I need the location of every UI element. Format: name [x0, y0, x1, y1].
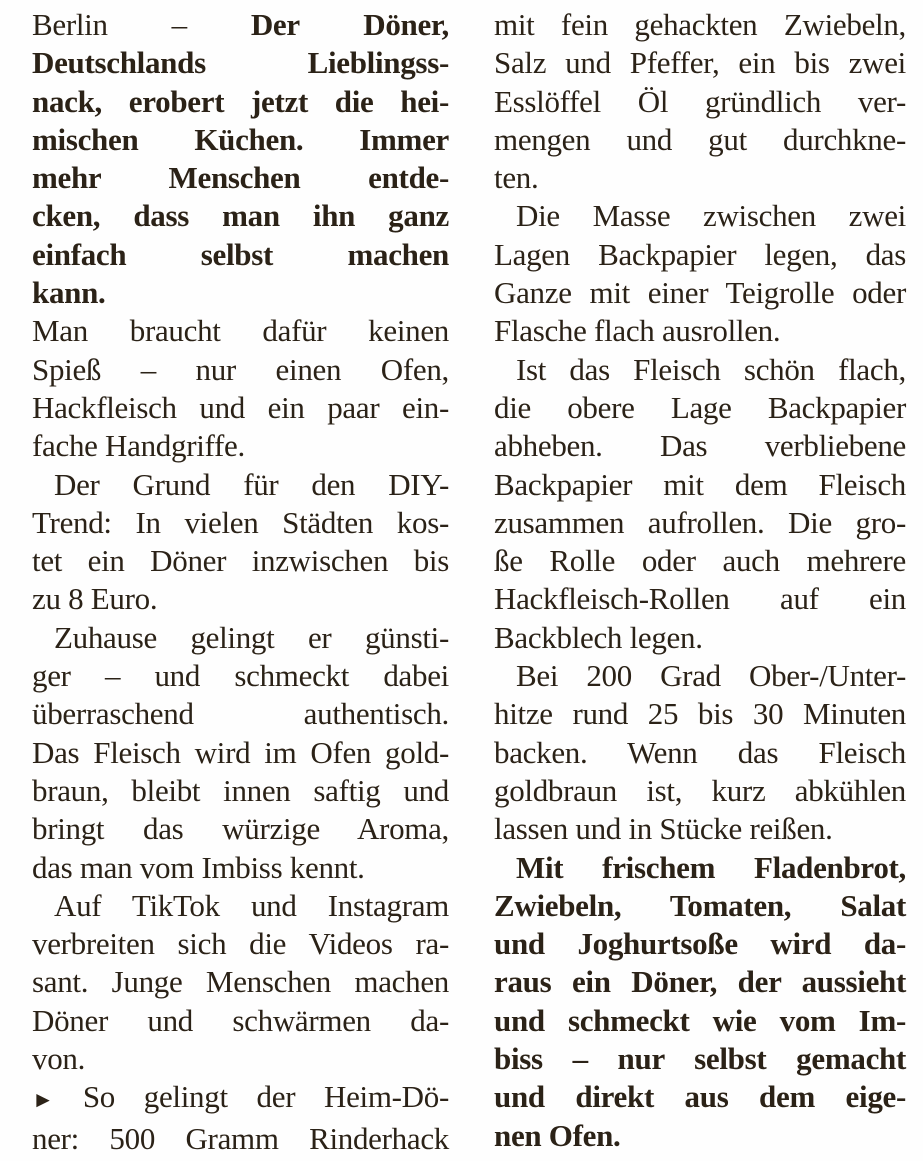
text-line [494, 389, 906, 427]
text-segment: cken, dass man ihn ganz [32, 198, 449, 234]
text-segment: Mit frischem Fladenbrot, [516, 849, 906, 885]
text-segment: Hackfleisch und ein paar ein- [32, 389, 449, 425]
text-segment: das man vom Imbiss kennt. [32, 849, 365, 885]
text-segment: braun, bleibt innen saftig und [32, 772, 449, 808]
paragraph [32, 1078, 449, 1158]
text-segment: von. [32, 1041, 86, 1077]
text-line [32, 44, 449, 82]
text-line [32, 351, 449, 389]
paragraph [32, 6, 449, 312]
text-segment: überraschend authentisch. [32, 696, 449, 732]
text-segment: Die Masse zwischen zwei [516, 198, 906, 234]
text-line [494, 1040, 906, 1078]
text-line [494, 1002, 906, 1040]
text-segment: abheben. Das verbliebene [494, 428, 906, 464]
text-line [32, 504, 449, 542]
text-segment: Lagen Backpapier legen, das [494, 236, 906, 272]
text-line [32, 466, 449, 504]
text-segment: Flasche flach ausrollen. [494, 313, 781, 349]
text-segment: hitze rund 25 bis 30 Minuten [494, 696, 906, 732]
paragraph [494, 351, 906, 657]
paragraph [32, 466, 449, 619]
article-column [494, 6, 906, 1158]
text-segment: einfach selbst machen [32, 236, 449, 272]
text-segment: mit fein gehackten Zwiebeln, [494, 7, 906, 42]
text-line [494, 504, 906, 542]
text-segment: Spieß – nur einen Ofen, [32, 351, 449, 387]
text-segment: und Joghurtsoße wird da- [494, 926, 906, 962]
paragraph [32, 619, 449, 887]
paragraph [494, 6, 906, 197]
text-line [32, 197, 449, 235]
article-columns [32, 6, 923, 1158]
text-segment: goldbraun ist, kurz abkühlen [494, 772, 906, 808]
text-segment: tet ein Döner inzwischen bis [32, 543, 449, 579]
text-line [32, 1040, 449, 1078]
text-line [32, 236, 449, 274]
paragraph [494, 197, 906, 350]
text-segment: bringt das würzige Aroma, [32, 811, 449, 847]
text-segment: die obere Lage Backpapier [494, 389, 906, 425]
text-line [32, 312, 449, 350]
text-line [32, 772, 449, 810]
text-line [494, 772, 906, 810]
text-line [494, 427, 906, 465]
text-segment: Deutschlands Lieblingss- [32, 45, 449, 81]
text-line [32, 159, 449, 197]
text-segment: Backblech legen. [494, 619, 703, 655]
text-line [494, 312, 906, 350]
text-segment: kann. [32, 275, 106, 311]
text-segment: und schmeckt wie vom Im- [494, 1002, 906, 1038]
text-line [494, 44, 906, 82]
text-line [494, 83, 906, 121]
paragraph [32, 312, 449, 465]
text-segment: ner: 500 Gramm Rinderhack [32, 1120, 449, 1156]
text-segment: So gelingt der Heim-Dö- [54, 1079, 449, 1115]
dateline: Berlin – [32, 7, 251, 42]
text-line [494, 351, 906, 389]
paragraph [494, 849, 906, 1155]
text-line [32, 6, 449, 44]
text-line [494, 619, 906, 657]
text-line [494, 925, 906, 963]
text-line [494, 274, 906, 312]
text-segment: Das Fleisch wird im Ofen gold- [32, 734, 449, 770]
text-segment: Hackfleisch-Rollen auf ein [494, 581, 906, 617]
text-line [494, 963, 906, 1001]
text-line [494, 657, 906, 695]
text-line [494, 6, 906, 44]
arrow-bullet-icon: ► [32, 1087, 55, 1113]
text-line [32, 963, 449, 1001]
text-segment: Salz und Pfeffer, ein bis zwei [494, 45, 906, 81]
text-line [32, 734, 449, 772]
text-segment: ten. [494, 160, 539, 196]
text-segment: raus ein Döner, der aussieht [494, 964, 906, 1000]
text-line [32, 274, 449, 312]
text-line [494, 466, 906, 504]
text-line [494, 197, 906, 235]
text-segment: Ganze mit einer Teigrolle oder [494, 275, 906, 311]
text-segment: mengen und gut durchkne- [494, 121, 906, 157]
text-segment: biss – nur selbst gemacht [494, 1041, 906, 1077]
text-line [494, 734, 906, 772]
text-segment: zusammen aufrollen. Die gro- [494, 504, 906, 540]
text-segment: zu 8 Euro. [32, 581, 158, 617]
text-line [494, 580, 906, 618]
text-line [32, 427, 449, 465]
text-line [32, 695, 449, 733]
text-line [32, 1120, 449, 1158]
text-segment: Backpapier mit dem Fleisch [494, 466, 906, 502]
text-line [32, 1078, 449, 1119]
text-segment: Ist das Fleisch schön flach, [516, 351, 906, 387]
text-segment: Zuhause gelingt er günsti- [54, 619, 449, 655]
text-segment: mehr Menschen entde- [32, 160, 449, 196]
text-line [494, 887, 906, 925]
text-line [32, 657, 449, 695]
text-line [32, 849, 449, 887]
paragraph [32, 887, 449, 1078]
text-segment: Auf TikTok und Instagram [54, 887, 449, 923]
text-segment: verbreiten sich die Videos ra- [32, 926, 449, 962]
text-segment: nen Ofen. [494, 1117, 621, 1153]
text-segment: fache Handgriffe. [32, 428, 245, 464]
text-segment: Esslöffel Öl gründlich ver- [494, 83, 906, 119]
text-segment: backen. Wenn das Fleisch [494, 734, 906, 770]
lead-text: Der Döner, [250, 7, 449, 42]
text-line [32, 121, 449, 159]
text-line [32, 542, 449, 580]
text-line [32, 925, 449, 963]
text-line [494, 236, 906, 274]
text-line [494, 1117, 906, 1155]
text-line [32, 810, 449, 848]
text-segment: Trend: In vielen Städten kos- [32, 504, 449, 540]
text-segment: nack, erobert jetzt die hei- [32, 83, 449, 119]
text-line [32, 619, 449, 657]
article-column [32, 6, 449, 1158]
text-line [32, 1002, 449, 1040]
text-line [32, 580, 449, 618]
paragraph [494, 657, 906, 848]
text-line [494, 695, 906, 733]
text-segment: mischen Küchen. Immer [32, 121, 449, 157]
text-line [32, 887, 449, 925]
text-line [32, 389, 449, 427]
text-line [494, 121, 906, 159]
text-segment: und direkt aus dem eige- [494, 1079, 906, 1115]
text-line [494, 159, 906, 197]
text-line [494, 542, 906, 580]
text-segment: Bei 200 Grad Ober-/Unter- [516, 658, 906, 694]
text-segment: ße Rolle oder auch mehrere [494, 543, 906, 579]
text-segment: lassen und in Stücke reißen. [494, 811, 833, 847]
text-segment: Zwiebeln, Tomaten, Salat [494, 887, 906, 923]
text-line [494, 849, 906, 887]
text-line [494, 1078, 906, 1116]
text-segment: Man braucht dafür keinen [32, 313, 449, 349]
text-line [32, 83, 449, 121]
text-segment: Döner und schwärmen da- [32, 1002, 449, 1038]
text-segment: sant. Junge Menschen machen [32, 964, 449, 1000]
text-segment: ger – und schmeckt dabei [32, 658, 449, 694]
text-line [494, 810, 906, 848]
text-segment: Der Grund für den DIY- [54, 466, 449, 502]
